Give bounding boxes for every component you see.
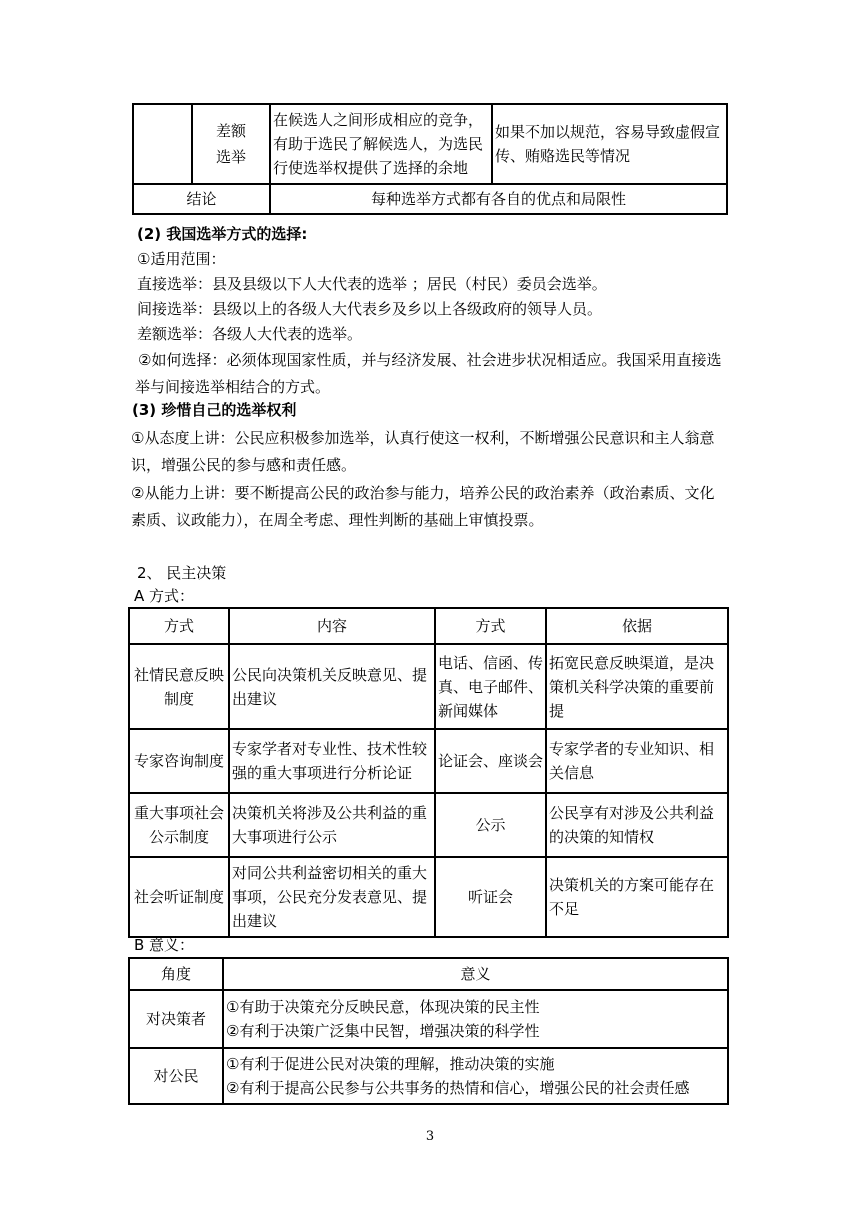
decision-methods-table: [128, 607, 729, 938]
method-basis: 公民享有对涉及公共利益的决策的知情权: [546, 793, 728, 857]
differential-advantage-cell: 在候选人之间形成相应的竞争，有助于选民了解候选人，为选民行使选举权提供了选择的余地: [270, 104, 492, 184]
angle-decision-maker: 对决策者: [129, 990, 223, 1048]
meaning-table: [128, 957, 729, 1105]
method-content: 决策机关将涉及公共利益的重大事项进行公示: [229, 793, 435, 857]
method-basis: 专家学者的专业知识、相关信息: [546, 729, 728, 793]
a-methods-heading: A 方式：: [134, 587, 195, 605]
election-methods-table: [132, 103, 728, 215]
header-angle: 角度: [129, 958, 223, 990]
method-content: 专家学者对专业性、技术性较强的重大事项进行分析论证: [229, 729, 435, 793]
scope-heading: ①适用范围：: [137, 250, 226, 268]
method-basis: 拓宽民意反映渠道，是决策机关科学决策的重要前提: [546, 644, 728, 729]
angle-citizen: 对公民: [129, 1048, 223, 1104]
empty-cell: [133, 104, 192, 184]
how-to-choose-text: ②如何选择：必须体现国家性质，并与经济发展、社会进步状况相适应。我国采用直接选举与间接选举相结合的方式。: [135, 351, 722, 396]
meaning-cell: [223, 1048, 728, 1104]
direct-election-text: 直接选举：县及县级以下人大代表的选举 ；居民（村民）委员会选举。: [137, 275, 607, 293]
method-name: 重大事项社会公示制度: [129, 793, 229, 857]
attitude-text: ①从态度上讲：公民应积极参加选举，认真行使这一权利，不断增强公民意识和主人翁意识，增强公民的参与感和责任感。: [131, 429, 715, 474]
conclusion-label: 结论: [133, 184, 270, 214]
differential-election-text: 差额选举：各级人大代表的选举。: [137, 325, 363, 343]
method-content: 公民向决策机关反映意见、提出建议: [229, 644, 435, 729]
header-basis: 依据: [546, 608, 728, 644]
table-row: [129, 1048, 728, 1104]
method-name: 专家咨询制度: [129, 729, 229, 793]
table-row: [129, 793, 728, 857]
method-form: 论证会、座谈会: [435, 729, 546, 793]
democratic-decision-heading: 2、 民主决策: [137, 564, 227, 582]
method-form: 公示: [435, 793, 546, 857]
differential-election-label: 差额选举: [192, 104, 270, 184]
header-meaning: 意义: [223, 958, 728, 990]
table-row: [129, 644, 728, 729]
table-row: [129, 857, 728, 937]
method-form: 电话、信函、传真、电子邮件、新闻媒体: [435, 644, 546, 729]
page-number: 3: [425, 1129, 435, 1144]
header-method: 方式: [129, 608, 229, 644]
b-meaning-heading: B 意义：: [134, 936, 195, 954]
method-content: 对同公共利益密切相关的重大事项，公民充分发表意见、提出建议: [229, 857, 435, 937]
method-name: 社会听证制度: [129, 857, 229, 937]
table-row: [129, 729, 728, 793]
section-heading-2: (2) 我国选举方式的选择:: [137, 225, 308, 243]
section-heading-3: (3) 珍惜自己的选举权利: [132, 401, 297, 419]
meaning-line: ②有利于决策广泛集中民智，增强决策的科学性: [226, 1022, 540, 1040]
header-content: 内容: [229, 608, 435, 644]
differential-limitation-cell: 如果不加以规范，容易导致虚假宣传、贿赂选民等情况: [492, 104, 727, 184]
conclusion-text: 每种选举方式都有各自的优点和局限性: [270, 184, 727, 214]
table-row: [129, 990, 728, 1048]
meaning-line: ①有助于决策充分反映民意，体现决策的民主性: [226, 998, 540, 1016]
meaning-line: ②有利于提高公民参与公共事务的热情和信心，增强公民的社会责任感: [226, 1079, 690, 1097]
header-form: 方式: [435, 608, 546, 644]
ability-text: ②从能力上讲：要不断提高公民的政治参与能力，培养公民的政治素养（政治素质、文化素质、议政能力），在周全考虑、理性判断的基础上审慎投票。: [131, 484, 715, 529]
meaning-line: ①有利于促进公民对决策的理解，推动决策的实施: [226, 1055, 555, 1073]
meaning-cell: [223, 990, 728, 1048]
method-basis: 决策机关的方案可能存在不足: [546, 857, 728, 937]
method-form: 听证会: [435, 857, 546, 937]
indirect-election-text: 间接选举：县级以上的各级人大代表乡及乡以上各级政府的领导人员。: [137, 300, 603, 318]
method-name: 社情民意反映制度: [129, 644, 229, 729]
